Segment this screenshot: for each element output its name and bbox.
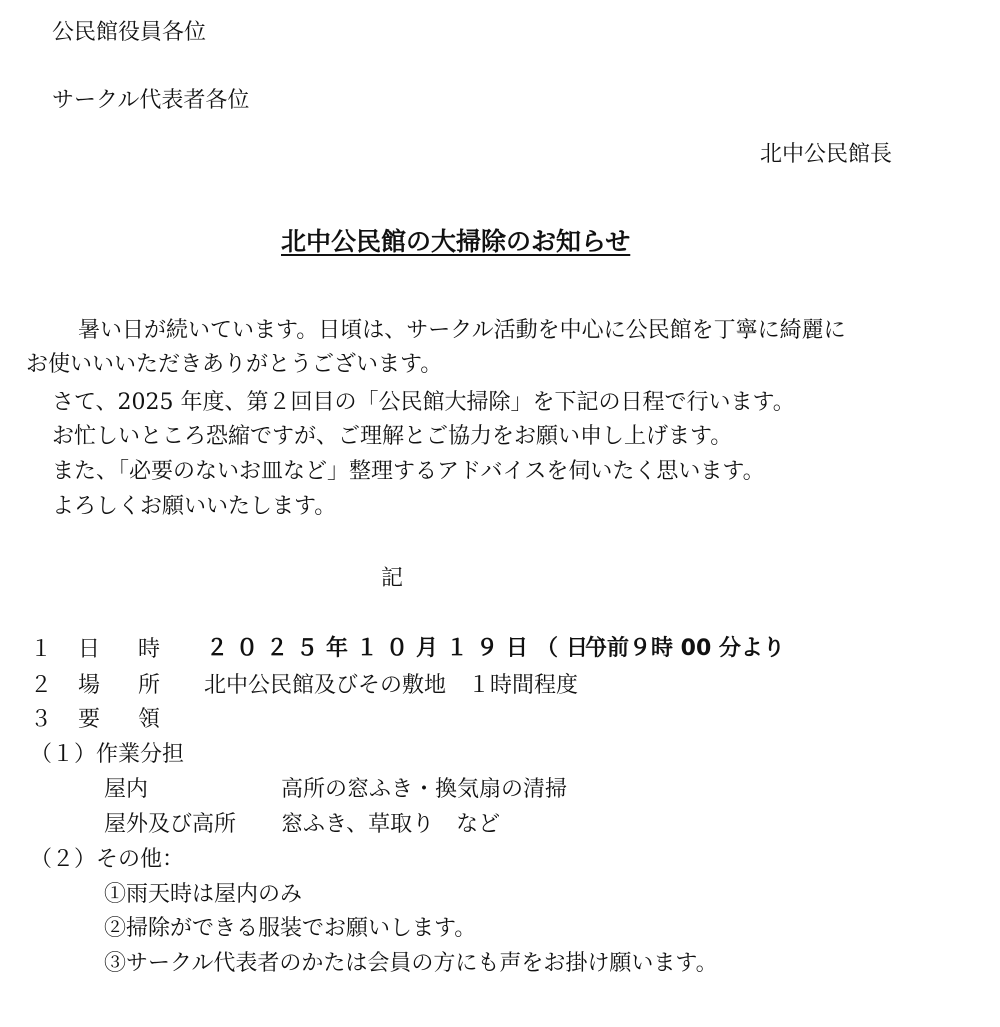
other-note-1: ①雨天時は屋内のみ xyxy=(104,882,303,907)
work-heading: （１）作業分担 xyxy=(30,742,185,767)
event-date: ２０２５年１０月１９日（日） xyxy=(206,636,627,661)
work-indoor-value: 高所の窓ふき・換気扇の清掃 xyxy=(281,777,568,802)
recipient-officers: 公民館役員各位 xyxy=(52,20,207,45)
other-note-2: ②掃除ができる服装でお願いします。 xyxy=(104,916,477,941)
item-3-label: 要 領 xyxy=(78,707,169,732)
sender: 北中公民館長 xyxy=(760,142,893,167)
recipient-circle-reps: サークル代表者各位 xyxy=(52,88,250,113)
body-line-5: また、「必要のないお皿など」整理するアドバイスを伺いたく思います。 xyxy=(52,459,765,484)
event-place: 北中公民館及びその敷地 １時間程度 xyxy=(204,673,579,698)
item-1-number: １ xyxy=(30,637,53,662)
item-3-number: ３ xyxy=(30,707,53,732)
event-time: 午前９時 00 分より xyxy=(585,636,785,661)
item-1-label: 日 時 xyxy=(78,637,169,662)
page-title: 北中公民館の大掃除のお知らせ xyxy=(281,227,631,256)
body-line-3: さて、2025 年度、第２回目の「公民館大掃除」を下記の日程で行います。 xyxy=(52,390,795,415)
work-outdoor-label: 屋外及び高所 xyxy=(104,812,237,837)
work-outdoor-value: 窓ふき、草取り など xyxy=(281,812,501,837)
work-indoor-label: 屋内 xyxy=(104,777,149,802)
body-line-4: お忙しいところ恐縮ですが、ご理解とご協力をお願い申し上げます。 xyxy=(52,424,733,449)
body-line-1: 暑い日が続いています。日頃は、サークル活動を中心に公民館を丁寧に綺麗に xyxy=(78,318,846,343)
ki-heading: 記 xyxy=(381,566,404,591)
other-heading: （２）その他： xyxy=(30,847,185,872)
item-2-label: 場 所 xyxy=(78,673,169,698)
body-line-6: よろしくお願いいたします。 xyxy=(52,494,337,519)
body-line-2: お使いいいただきありがとうございます。 xyxy=(26,352,443,377)
item-2-number: ２ xyxy=(30,673,53,698)
other-note-3: ③サークル代表者のかたは会員の方にも声をお掛け願います。 xyxy=(104,951,718,976)
